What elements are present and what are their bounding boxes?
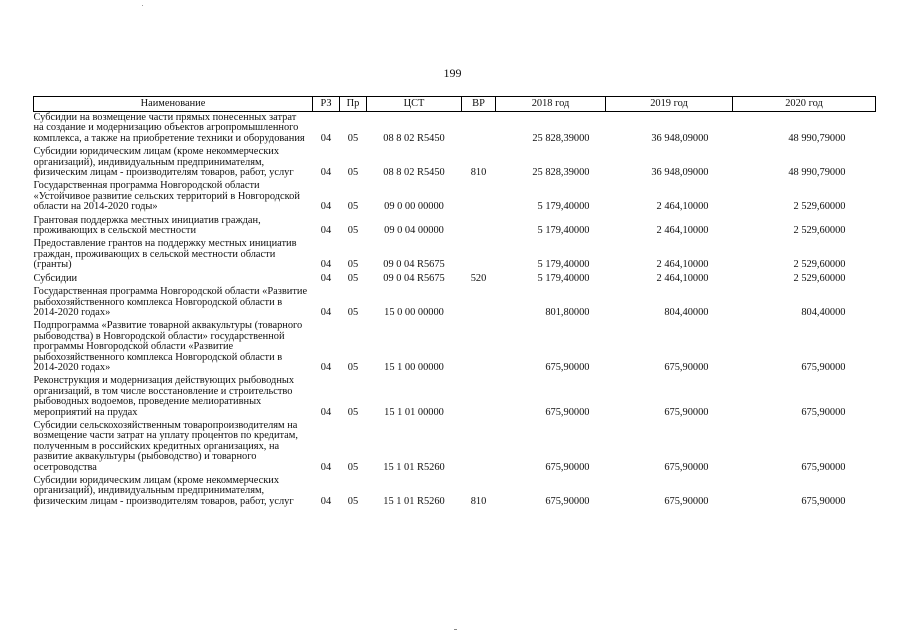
cell-vr: 520 [470,272,487,284]
header-cst: ЦСТ [367,97,462,112]
header-rz: РЗ [313,97,340,112]
cell-pr: 05 [347,201,359,213]
cell-rz: 04 [320,461,332,473]
cell-2020: 675,90000 [801,361,846,373]
cell-pr: 05 [347,272,359,284]
table-row [34,180,876,214]
cell-rz: 04 [320,259,332,271]
scan-speck [454,629,457,630]
cell-vr [462,420,496,475]
cell-name: Субсидии сельскохозяйственным товаропроизводителям на возмещение части затрат на уплату процентов по кредитам, полученным в российских кредитных организациях, на развитие аквакультуры (рыбоводство) и товарного осетроводства [33,419,298,473]
cell-2018: 5 179,40000 [537,272,590,284]
header-2019: 2019 год [606,97,733,112]
table-row [34,375,876,420]
cell-pr: 05 [347,406,359,418]
cell-2019: 675,90000 [664,461,709,473]
cell-2018: 25 828,39000 [532,167,590,179]
cell-cst: 09 0 04 R5675 [383,259,445,271]
cell-2018: 675,90000 [545,495,590,507]
cell-name: Предоставление грантов на поддержку местных инициатив граждан, проживающих в сельской местности области (гранты) [33,238,297,271]
table-row [34,420,876,475]
cell-vr [462,180,496,214]
cell-cst: 15 1 01 R5260 [383,461,445,473]
cell-2020: 48 990,79000 [788,132,846,144]
cell-vr [462,286,496,320]
cell-cst: 15 1 00 00000 [384,361,444,373]
cell-2020: 804,40000 [801,306,846,318]
cell-2019: 804,40000 [664,306,709,318]
cell-2020: 2 529,60000 [793,259,846,271]
cell-vr [462,215,496,239]
cell-pr: 05 [347,461,359,473]
table-body [34,112,876,510]
cell-cst: 15 1 01 R5260 [383,495,445,507]
cell-2018: 675,90000 [545,361,590,373]
cell-2019: 36 948,09000 [651,167,709,179]
table-row [34,112,876,147]
table-row [34,146,876,180]
page-number: 199 [443,66,462,80]
cell-vr: 810 [470,495,487,507]
cell-name: Субсидии [33,272,78,284]
cell-2020: 2 529,60000 [793,201,846,213]
cell-2018: 801,80000 [545,306,590,318]
table-header [34,97,876,112]
cell-pr: 05 [347,132,359,144]
cell-vr [462,320,496,375]
cell-cst: 08 8 02 R5450 [383,132,445,144]
cell-2019: 36 948,09000 [651,132,709,144]
cell-cst: 15 0 00 00000 [384,306,444,318]
cell-name: Субсидии на возмещение части прямых понесенных затрат на создание и модернизацию объектов агропромышленного комплекса, а также на приобретение техники и оборудования [33,112,305,144]
cell-rz: 04 [320,132,332,144]
cell-2018: 5 179,40000 [537,201,590,213]
cell-cst: 15 1 01 00000 [384,406,444,418]
cell-rz: 04 [320,361,332,373]
cell-2019: 675,90000 [664,406,709,418]
table-row [34,238,876,272]
cell-cst: 09 0 04 R5675 [383,272,445,284]
cell-name: Субсидии юридическим лицам (кроме некоммерческих организаций), индивидуальным предпринимателям, физическим лицам - производителям товаров, работ, услуг [33,475,294,507]
cell-name: Субсидии юридическим лицам (кроме некоммерческих организаций), индивидуальным предпринимателям, физическим лицам - производителям товаров, работ, услуг [33,146,294,179]
cell-pr: 05 [347,495,359,507]
cell-2018: 675,90000 [545,406,590,418]
cell-vr [462,112,496,147]
cell-2020: 48 990,79000 [788,167,846,179]
cell-vr: 810 [470,167,487,179]
cell-2020: 2 529,60000 [793,272,846,284]
cell-cst: 08 8 02 R5450 [383,167,445,179]
header-pr: Пр [340,97,367,112]
table-row [34,286,876,320]
cell-2020: 675,90000 [801,495,846,507]
cell-2018: 675,90000 [545,461,590,473]
header-2018: 2018 год [496,97,606,112]
cell-rz: 04 [320,201,332,213]
cell-name: Реконструкция и модернизация действующих рыбоводных организаций, в том числе восстановление и строительство рыбоводных водоемов, проведение мелиоративных мероприятий на прудах [33,375,295,418]
header-row [34,97,876,112]
cell-name: Государственная программа Новгородской области «Устойчивое развитие сельских территорий в Новгородской области на 2014-2020 годы» [33,180,300,213]
cell-rz: 04 [320,225,332,237]
table-row [34,215,876,239]
table-row [34,320,876,375]
header-name: Наименование [34,97,313,112]
table-row [34,273,876,286]
cell-2019: 2 464,10000 [656,225,709,237]
cell-2020: 675,90000 [801,461,846,473]
cell-2020: 675,90000 [801,406,846,418]
cell-2019: 675,90000 [664,361,709,373]
cell-2019: 2 464,10000 [656,259,709,271]
budget-table [33,96,876,509]
cell-pr: 05 [347,259,359,271]
header-vr: ВР [462,97,496,112]
cell-vr [462,238,496,272]
cell-2019: 2 464,10000 [656,272,709,284]
cell-rz: 04 [320,495,332,507]
cell-rz: 04 [320,406,332,418]
cell-pr: 05 [347,306,359,318]
cell-pr: 05 [347,361,359,373]
cell-2018: 5 179,40000 [537,259,590,271]
cell-2019: 2 464,10000 [656,201,709,213]
header-2020: 2020 год [733,97,876,112]
cell-2018: 25 828,39000 [532,132,590,144]
cell-name: Грантовая поддержка местных инициатив граждан, проживающих в сельской местности [33,214,261,237]
cell-vr [462,375,496,420]
table-row [34,475,876,509]
cell-rz: 04 [320,306,332,318]
cell-2018: 5 179,40000 [537,225,590,237]
cell-name: Государственная программа Новгородской области «Развитие рыбохозяйственного комплекса Новгородской области в 2014-2020 годах» [33,286,308,318]
cell-cst: 09 0 04 00000 [384,225,444,237]
cell-cst: 09 0 00 00000 [384,201,444,213]
cell-2020: 2 529,60000 [793,225,846,237]
cell-rz: 04 [320,272,332,284]
cell-pr: 05 [347,167,359,179]
cell-rz: 04 [320,167,332,179]
scan-speck [142,5,143,6]
cell-2019: 675,90000 [664,495,709,507]
cell-name: Подпрограмма «Развитие товарной аквакультуры (товарного рыбоводства) в Новгородской области» государственной программы Новгородской области «Развитие рыбохозяйственного комплекса Новгородской области в 2014-2020 годах» [33,320,303,373]
cell-pr: 05 [347,225,359,237]
